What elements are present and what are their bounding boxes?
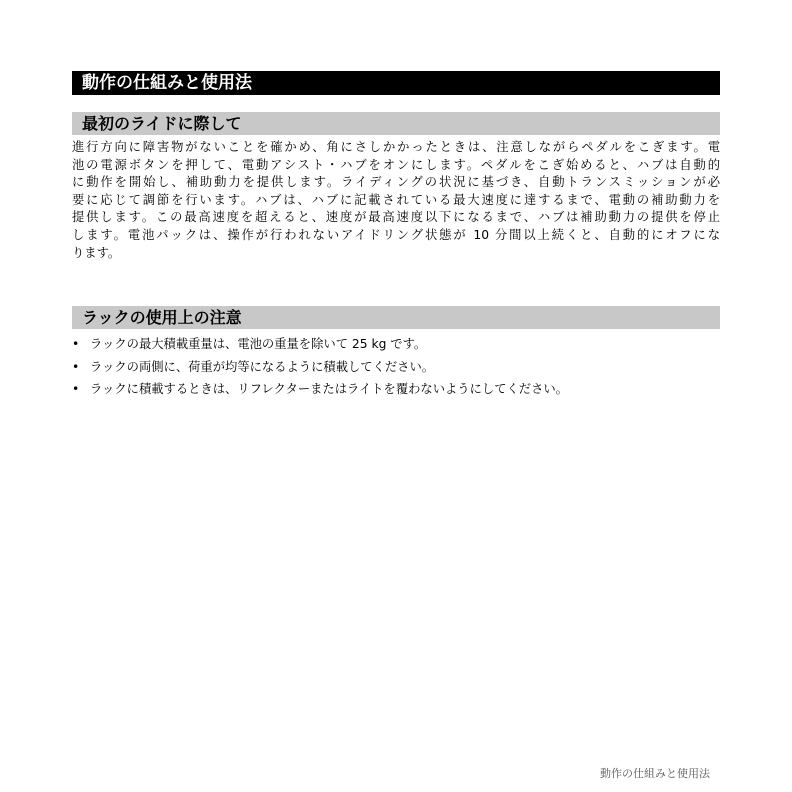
paragraph-line: 池の電源ボタンを押して、電動アシスト・ハブをオンにします。ペダルをこぎ始めると、ハブは自動的 — [72, 157, 720, 172]
page-footer: 動作の仕組みと使用法 — [600, 767, 710, 780]
first-ride-paragraph — [72, 139, 720, 262]
paragraph-line: 進行方向に障害物がないことを確かめ、角にさしかかったときは、注意しながらペダルをこぎます。電 — [72, 140, 720, 154]
list-item — [72, 356, 720, 379]
list-item — [72, 333, 720, 356]
bullet-icon: • — [72, 359, 80, 374]
paragraph-line: 要に応じて調節を行います。ハブは、ハブに記載されている最大速度に達するまで、電動の補助動力を — [72, 192, 720, 207]
list-item-text: ラックの最大積載重量は、電池の重量を除いて 25 kg です。 — [90, 337, 427, 351]
paragraph-line: 提供します。この最高速度を超えると、速度が最高速度以下になるまで、ハブは補助動力の提供を停止 — [72, 210, 720, 225]
bullet-icon: • — [72, 337, 80, 351]
bullet-icon: • — [72, 382, 80, 396]
paragraph-line: ります。 — [72, 245, 121, 260]
paragraph-line: に動作を開始し、補助動力を提供します。ライディングの状況に基づき、自動トランスミッションが必 — [72, 175, 720, 190]
list-item-text: ラックに積載するときは、リフレクターまたはライトを覆わないようにしてください。 — [90, 382, 568, 396]
page-title: 動作の仕組みと使用法 — [72, 71, 720, 95]
list-item-text: ラックの両側に、荷重が均等になるように積載してください。 — [90, 359, 435, 374]
paragraph-line: します。電池パックは、操作が行われないアイドリング状態が 10 分間以上続くと、自動的にオフにな — [72, 227, 720, 242]
section-heading-first-ride: 最初のライドに際して — [72, 112, 720, 135]
rack-precautions-list — [72, 333, 720, 401]
section-heading-rack-precautions: ラックの使用上の注意 — [72, 306, 720, 329]
list-item — [72, 378, 720, 401]
